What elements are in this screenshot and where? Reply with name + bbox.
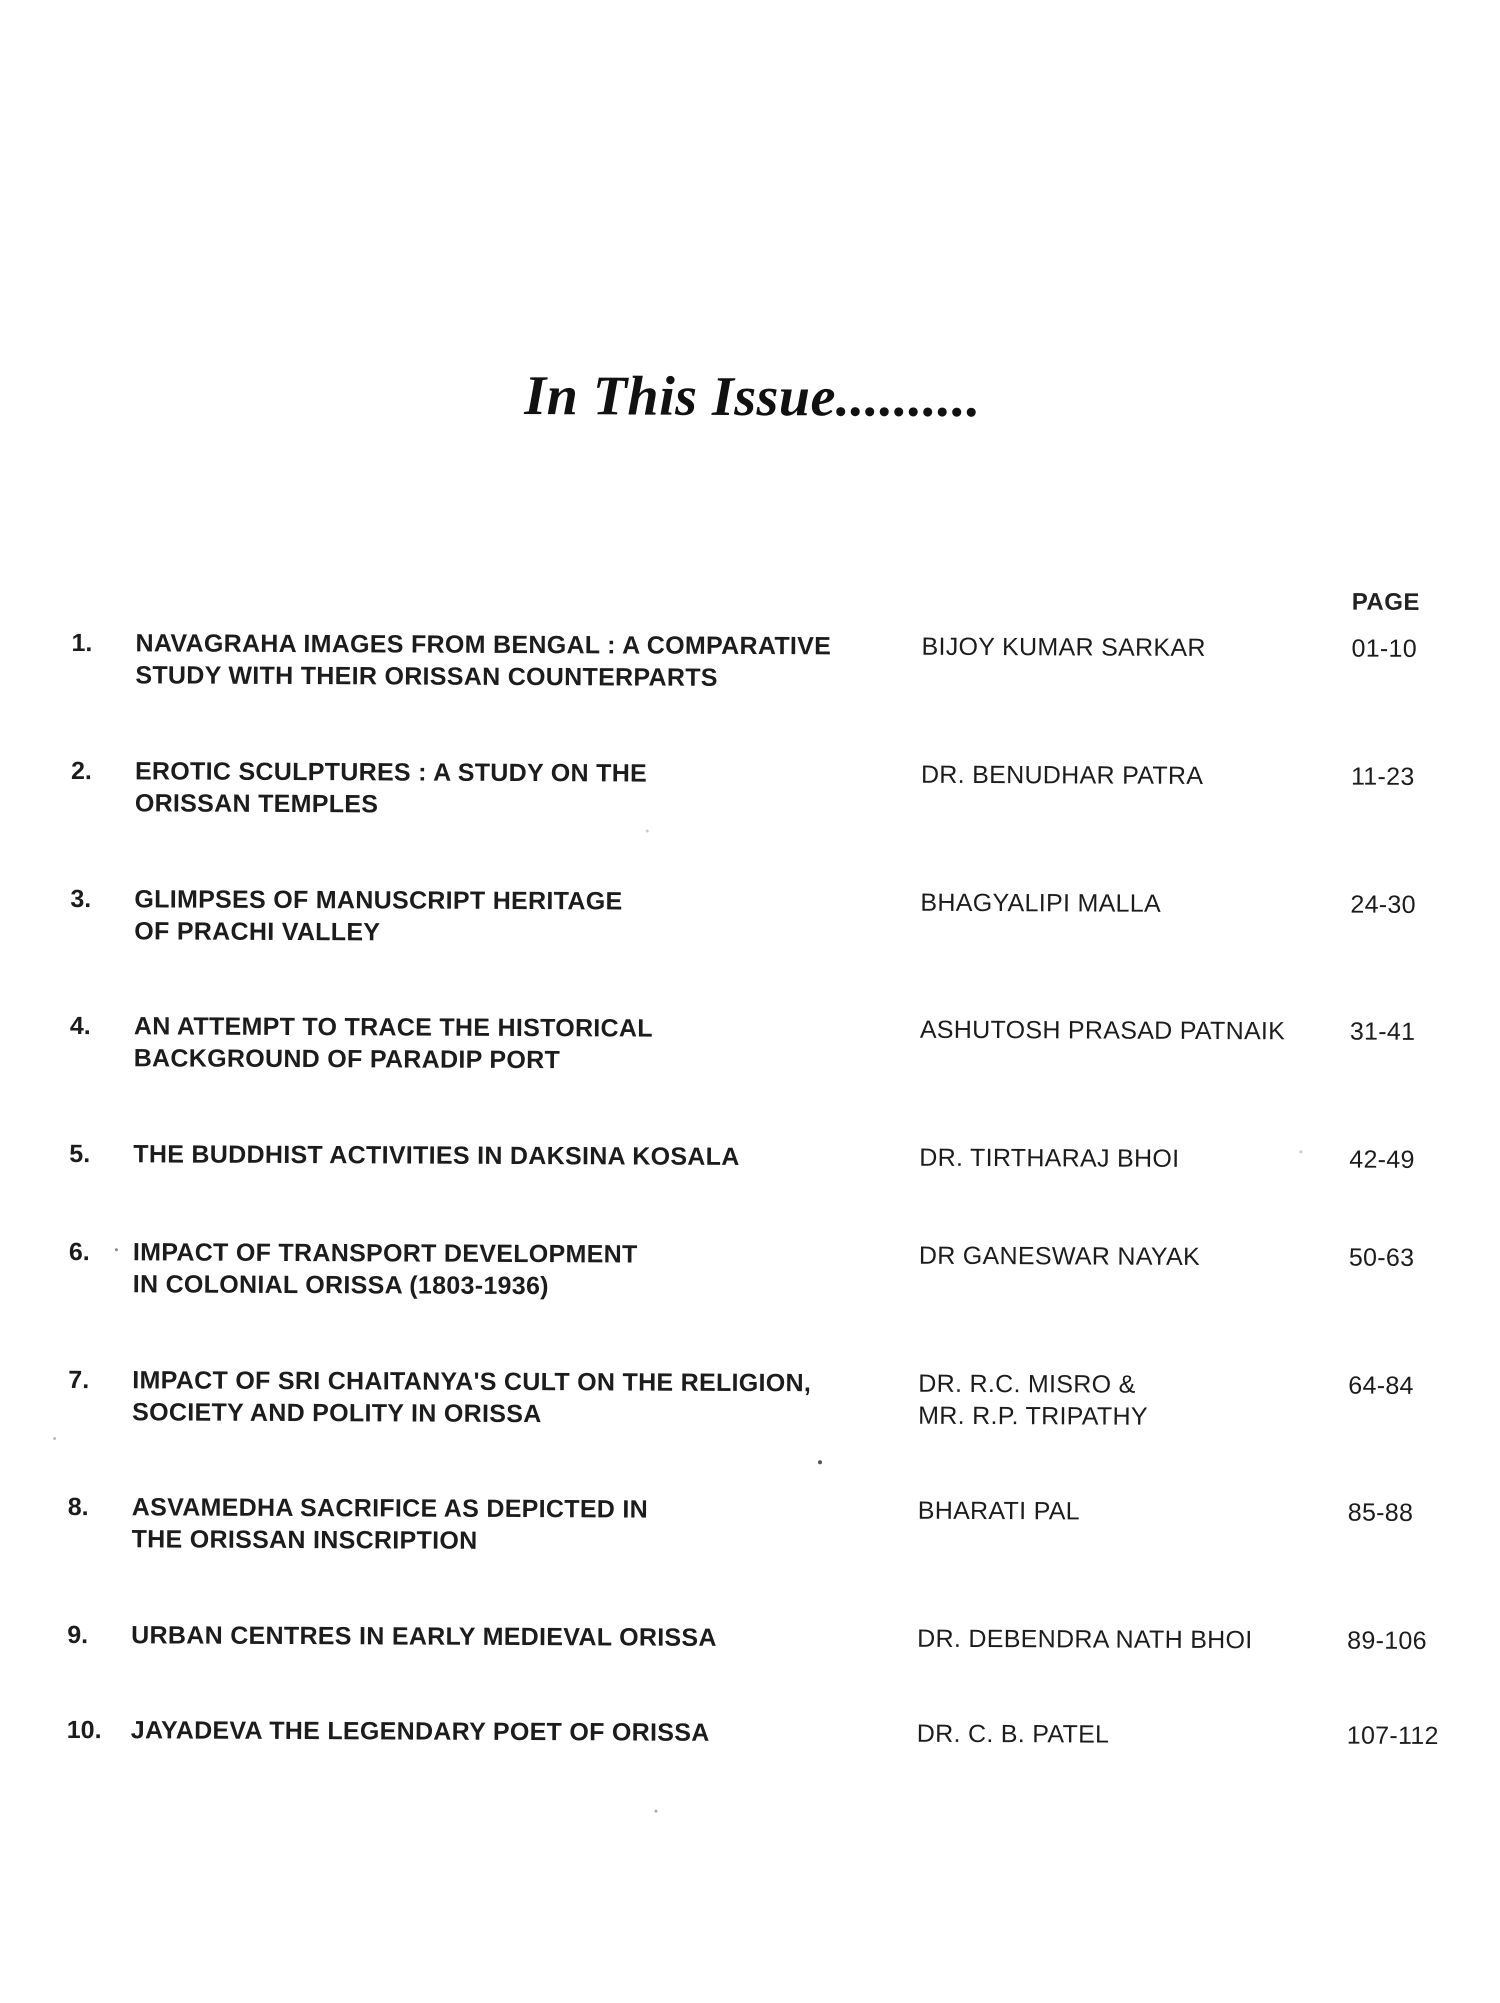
entry-pages: 11-23	[1350, 762, 1415, 791]
toc-entry	[0, 1010, 1500, 1075]
entry-author-line: MR. R.P. TRIPATHY	[918, 1401, 1148, 1431]
entry-title-line: IMPACT OF TRANSPORT DEVELOPMENT	[132, 1238, 638, 1269]
entry-title-line: URBAN CENTRES IN EARLY MEDIEVAL ORISSA	[131, 1621, 717, 1652]
entry-pages: 85-88	[1347, 1498, 1414, 1527]
entry-title-line: IMPACT OF SRI CHAITANYA'S CULT ON THE RELIGION,	[132, 1366, 812, 1398]
entry-title-line: NAVAGRAHA IMAGES FROM BENGAL : A COMPARATIVE	[135, 629, 832, 661]
entry-author	[919, 1240, 1339, 1274]
entry-author-line: DR. BENUDHAR PATRA	[920, 760, 1204, 790]
entry-number: 4.	[69, 1012, 91, 1041]
entry-title-line: EROTIC SCULPTURES : A STUDY ON THE	[134, 757, 648, 788]
entry-number: 2.	[70, 757, 92, 786]
entry-number: 8.	[67, 1493, 89, 1522]
entry-author	[919, 1142, 1339, 1176]
entry-title	[132, 1364, 892, 1431]
scan-speck	[818, 1460, 822, 1464]
entry-author	[921, 631, 1341, 665]
toc-entry	[0, 1714, 1497, 1751]
entry-title-line: ORISSAN TEMPLES	[134, 789, 379, 819]
entry-author-line: ASHUTOSH PRASAD PATNAIK	[919, 1015, 1286, 1046]
entry-title-line: SOCIETY AND POLITY IN ORISSA	[132, 1398, 542, 1429]
entry-title-line: STUDY WITH THEIR ORISSAN COUNTERPARTS	[135, 661, 718, 692]
toc-entry	[0, 1619, 1497, 1655]
toc-entry	[2, 627, 1500, 692]
entry-author	[918, 1368, 1338, 1434]
entry-author	[920, 887, 1340, 921]
entry-pages: 42-49	[1349, 1145, 1415, 1174]
page-title: In This Issue..........	[524, 365, 982, 430]
entry-title-line: GLIMPSES OF MANUSCRIPT HERITAGE	[134, 885, 623, 916]
entry-author	[917, 1623, 1337, 1657]
entry-title-line: THE BUDDHIST ACTIVITIES IN DAKSINA KOSALA	[133, 1140, 740, 1171]
page-column-header: PAGE	[1351, 588, 1421, 616]
entry-title	[135, 627, 895, 694]
entry-author	[917, 1718, 1337, 1752]
toc-entry	[0, 1364, 1498, 1431]
entry-author-line: DR. DEBENDRA NATH BHOI	[917, 1624, 1253, 1655]
entry-title	[131, 1714, 891, 1749]
entry-author-line: BHARATI PAL	[917, 1496, 1080, 1526]
entry-pages: 50-63	[1348, 1243, 1415, 1272]
toc-entry	[1, 755, 1500, 819]
entry-pages: 31-41	[1349, 1017, 1416, 1046]
entry-number: 6.	[68, 1238, 90, 1267]
entry-title-line: AN ATTEMPT TO TRACE THE HISTORICAL	[133, 1012, 653, 1043]
entry-pages: 64-84	[1348, 1371, 1414, 1400]
entry-pages: 107-112	[1346, 1721, 1439, 1751]
entry-author-line: DR GANESWAR NAYAK	[918, 1241, 1201, 1271]
entry-title	[135, 755, 895, 822]
entry-title-line: THE ORISSAN INSCRIPTION	[131, 1525, 478, 1555]
entry-pages: 01-10	[1351, 634, 1418, 663]
entry-title-line: OF PRACHI VALLEY	[134, 917, 381, 947]
toc-entry	[0, 1236, 1499, 1301]
entry-author-line: DR. C. B. PATEL	[916, 1719, 1110, 1749]
entry-number: 3.	[70, 885, 92, 914]
scan-speck	[646, 830, 649, 833]
entry-number: 10.	[66, 1716, 102, 1745]
entry-author	[920, 1014, 1340, 1048]
entry-author-line: DR. TIRTHARAJ BHOI	[919, 1143, 1180, 1173]
entry-title	[134, 1010, 894, 1077]
toc-entry	[0, 1138, 1499, 1174]
scan-speck	[1299, 1150, 1302, 1153]
scan-speck	[53, 1437, 56, 1440]
entry-author	[918, 1495, 1338, 1529]
entry-number: 7.	[68, 1366, 90, 1395]
scan-speck	[115, 1248, 118, 1251]
entry-author	[921, 759, 1341, 793]
entry-author-line: DR. R.C. MISRO &	[918, 1369, 1136, 1399]
toc-entry	[0, 1491, 1498, 1555]
entry-title-line: JAYADEVA THE LEGENDARY POET OF ORISSA	[130, 1716, 710, 1747]
toc-entry	[1, 883, 1500, 947]
entry-number: 9.	[67, 1621, 89, 1650]
entry-title-line: ASVAMEDHA SACRIFICE AS DEPICTED IN	[131, 1493, 649, 1524]
entry-author-line: BIJOY KUMAR SARKAR	[921, 632, 1206, 662]
entry-pages: 24-30	[1350, 890, 1416, 919]
entry-title	[133, 1138, 893, 1173]
entry-author-line: BHAGYALIPI MALLA	[920, 888, 1162, 918]
entry-pages: 89-106	[1347, 1626, 1427, 1655]
entry-title	[133, 1236, 893, 1303]
entry-title-line: BACKGROUND OF PARADIP PORT	[133, 1044, 561, 1075]
scan-speck	[654, 1810, 657, 1813]
entry-title	[132, 1491, 892, 1558]
entry-number: 5.	[69, 1140, 91, 1169]
entry-title-line: IN COLONIAL ORISSA (1803-1936)	[132, 1270, 549, 1301]
entry-title	[134, 883, 894, 950]
entry-number: 1.	[71, 629, 93, 658]
entry-title	[131, 1619, 891, 1654]
